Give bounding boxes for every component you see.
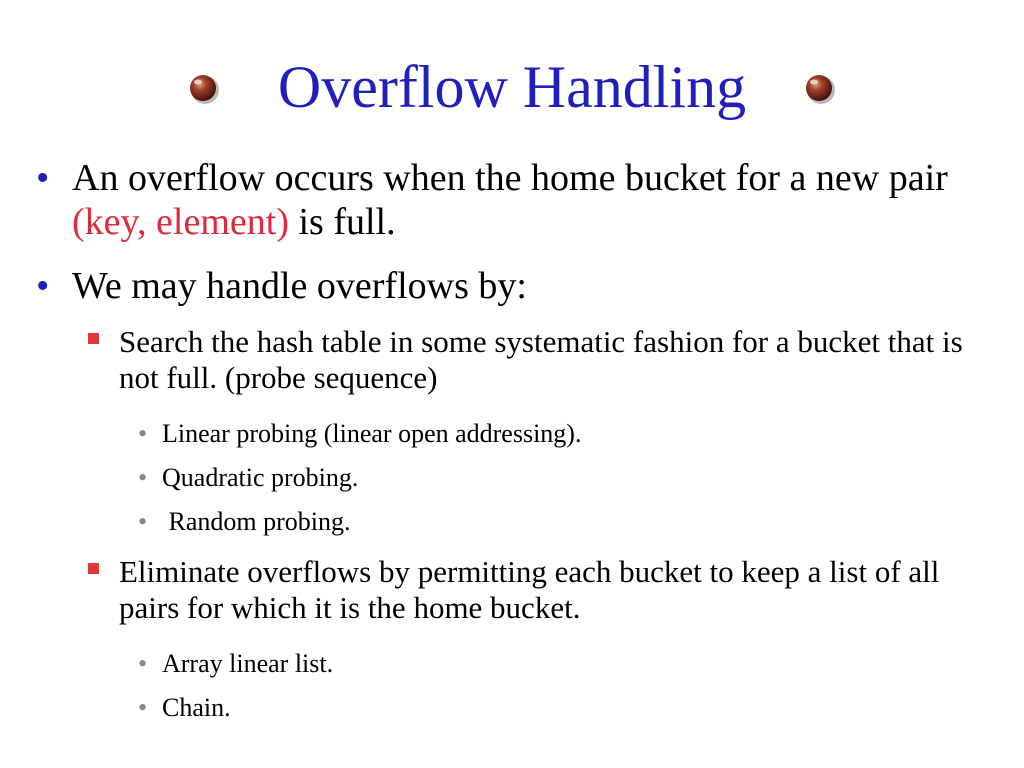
small-dot-icon: • — [138, 693, 148, 722]
small-dot-icon: • — [138, 463, 148, 492]
ball-icon — [802, 70, 838, 106]
bullet-text: We may handle overflows by: — [72, 265, 527, 307]
subbullet-text: Eliminate overflows by permitting each bucket to keep a list of all pairs for which it is the home bucket. — [119, 554, 940, 625]
subsubbullet-text: Linear probing (linear open addressing). — [162, 419, 582, 448]
slide-title: Overflow Handling — [277, 54, 747, 120]
subsubbullet-text: Chain. — [162, 693, 231, 722]
square-bullet-icon — [88, 563, 99, 574]
bullet-text-part: is full. — [288, 201, 396, 243]
subsubbullet-text: Quadratic probing. — [162, 463, 359, 492]
bullet-text — [72, 156, 992, 244]
subsubbullet-text: Random probing. — [162, 507, 351, 536]
small-dot-icon: • — [138, 419, 148, 448]
small-dot-icon: • — [138, 507, 148, 536]
bullet-dot-icon: • — [36, 157, 50, 199]
bullet-dot-icon: • — [36, 265, 50, 307]
bullet-highlight: (key, element) — [72, 201, 289, 243]
bullet-text-part: An overflow occurs when the home bucket for a new pair — [72, 157, 948, 199]
subsubbullet-text: Array linear list. — [162, 649, 334, 678]
square-bullet-icon — [88, 333, 99, 344]
subbullet-text: Search the hash table in some systematic fashion for a bucket that is not full. (probe sequence) — [119, 324, 963, 395]
small-dot-icon: • — [138, 649, 148, 678]
